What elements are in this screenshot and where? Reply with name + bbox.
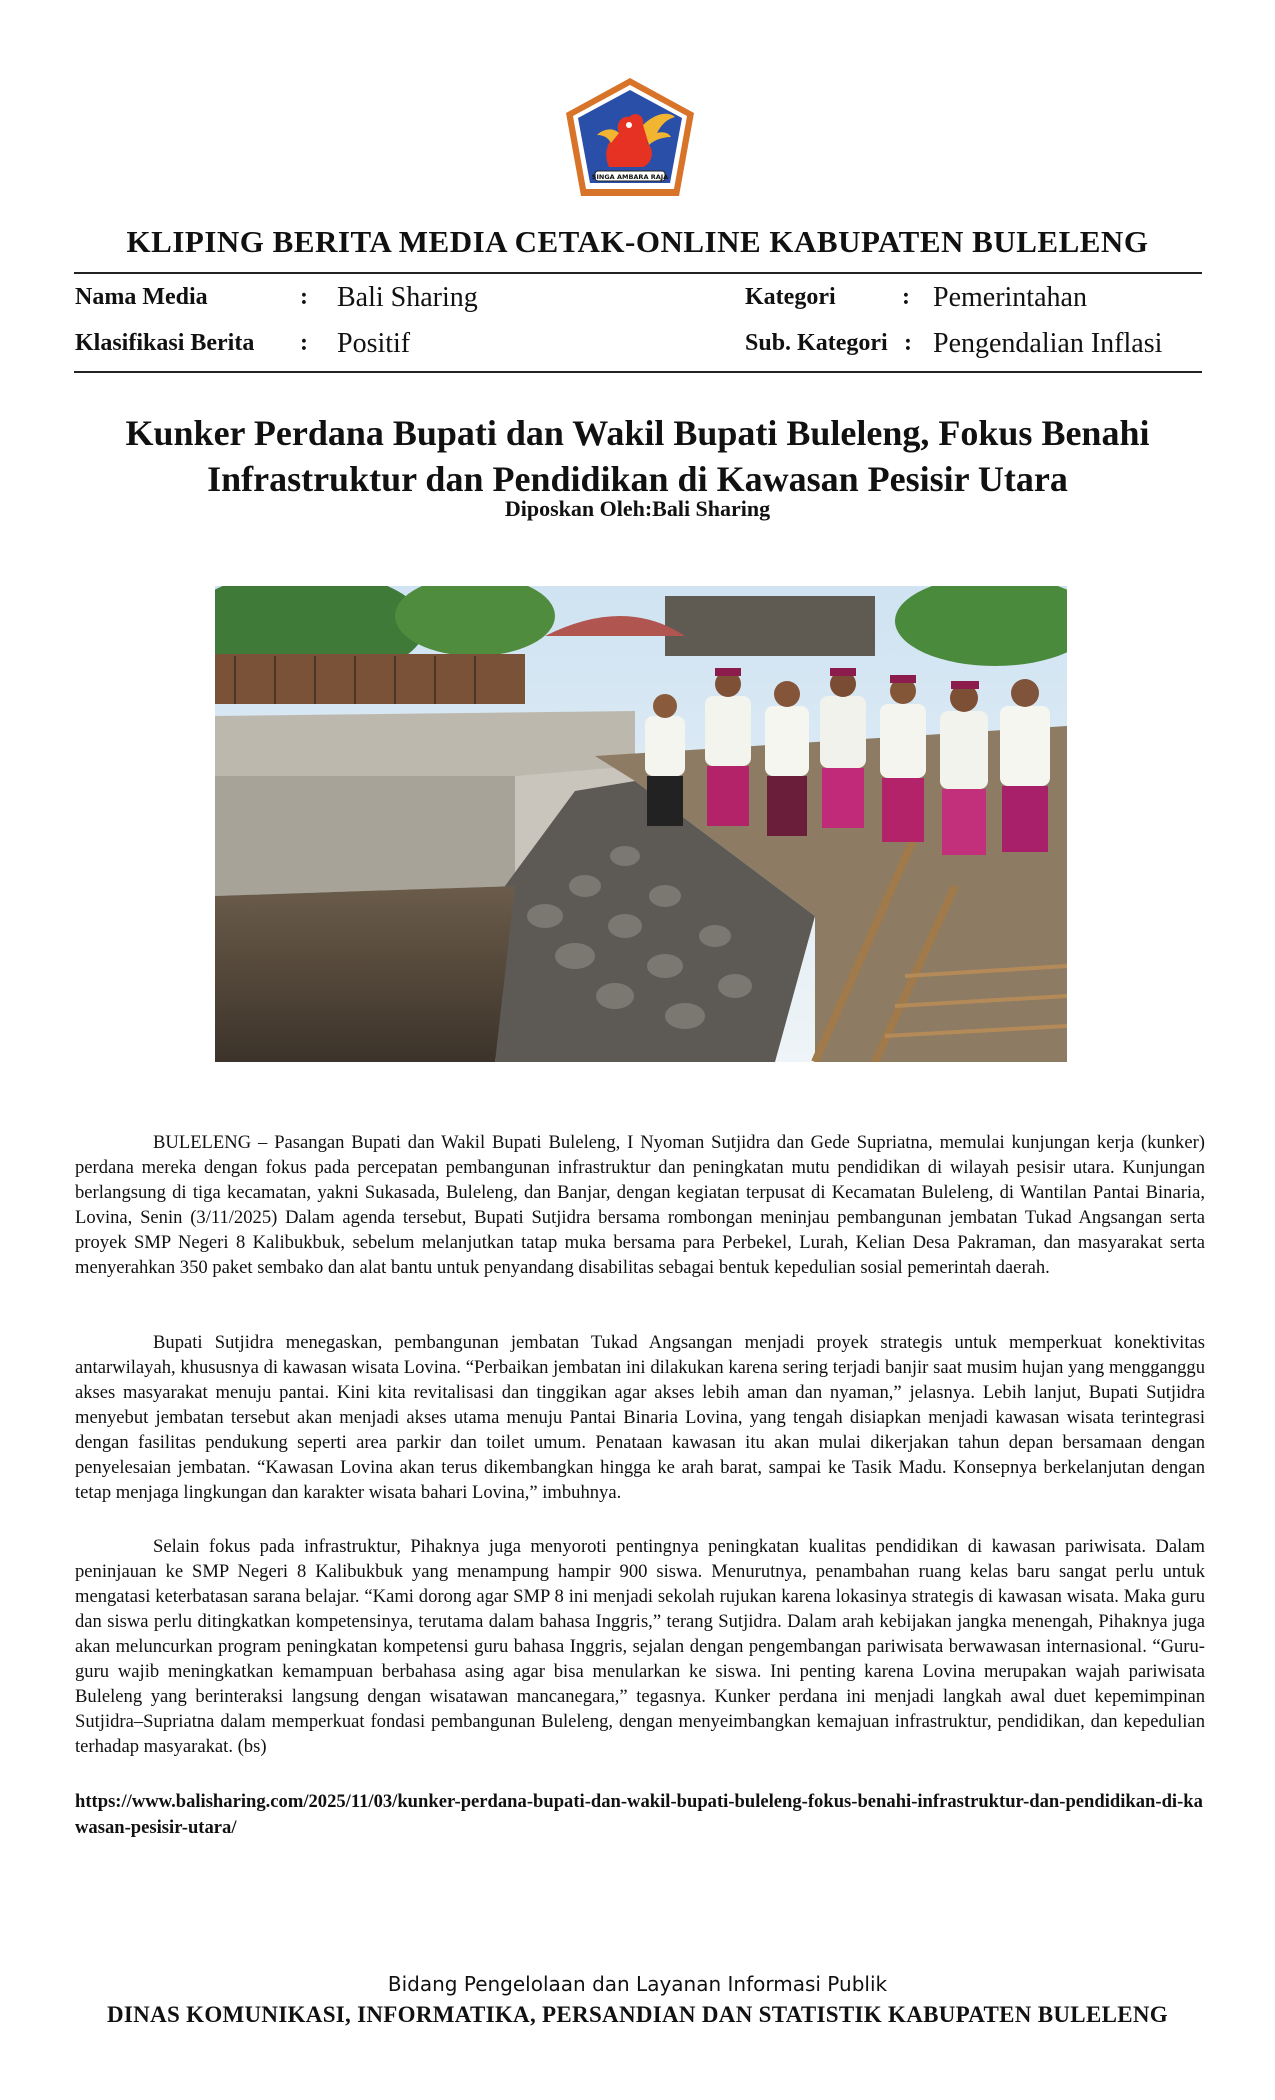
bridge-inspection-photo-image (215, 586, 1067, 1062)
article-byline: Diposkan Oleh:Bali Sharing (504, 496, 771, 521)
emblem-motto: SINGA AMBARA RAJA (591, 173, 669, 181)
article-headline: Kunker Perdana Bupati dan Wakil Bupati Buleleng, Fokus Benahi Infrastruktur dan Pendidikan di Kawasan Pesisir Utara (125, 413, 1150, 499)
classification-colon: : (300, 330, 308, 356)
subcategory-value: Pengendalian Inflasi (933, 328, 1163, 359)
header-divider-bottom (74, 371, 1202, 373)
classification-value: Positif (337, 328, 411, 359)
article-source-url: https://www.balisharing.com/2025/11/03/kunker-perdana-bupati-dan-wakil-bupati-buleleng-fokus-benahi-infrastruktur-dan-pendidikan-di-kawasan-pesisir-utara/ (75, 1791, 1203, 1838)
clipping-header-title: KLIPING BERITA MEDIA CETAK-ONLINE KABUPATEN BULELENG (126, 224, 1149, 259)
media-name-label: Nama Media (75, 284, 208, 310)
article-paragraph: Selain fokus pada infrastruktur, Pihaknya juga menyoroti pentingnya peningkatan kualitas pendidikan di kawasan pariwisata. Dalam peninjauan ke SMP Negeri 8 Kalibukbuk yang menampung hampir 900 siswa. Menurutnya, penambahan ruang kelas baru sangat perlu untuk mengatasi keterbatasan sarana belajar. “Kami dorong agar SMP 8 ini menjadi sekolah rujukan karena lokasinya strategis di kawasan wisata. Maka guru dan siswa perlu ditingkatkan kompetensinya, terutama dalam bahasa Inggris,” terang Sutjidra. Dalam arah kebijakan jangka menengah, Pihaknya juga akan meluncurkan program peningkatan kompetensi guru bahasa Inggris, sejalan dengan pengembangan pariwisata berwawasan internasional. “Guru-guru wajib meningkatkan kemampuan berbahasa asing agar bisa menularkan ke siswa. Ini penting karena Lovina merupakan wajah pariwisata Buleleng yang berinteraksi langsung dengan wisatawan mancanegara,” tegasnya. Kunker perdana ini menjadi langkah awal duet kepemimpinan Sutjidra–Supriatna dalam memperkuat fondasi pembangunan Buleleng, dengan menyeimbangkan kemajuan infrastruktur, pendidikan, dan kepedulian terhadap masyarakat. (bs) (75, 1536, 1205, 1757)
subcategory-label: Sub. Kategori (745, 330, 888, 356)
article-paragraph: Bupati Sutjidra menegaskan, pembangunan jembatan Tukad Angsangan menjadi proyek strategis untuk memperkuat konektivitas antarwilayah, khususnya di kawasan wisata Lovina. “Perbaikan jembatan ini dilakukan karena sering terjadi banjir saat musim hujan yang mengganggu akses masyarakat menuju pantai. Kini kita revitalisasi dan tinggikan agar akses lebih aman dan nyaman,” jelasnya. Lebih lanjut, Bupati Sutjidra menyebut jembatan tersebut akan menjadi akses utama menuju Pantai Binaria Lovina, yang tengah disiapkan menjadi kawasan wisata terintegrasi dengan fasilitas pendukung seperti area parkir dan toilet umum. Penataan kawasan itu akan mulai dikerjakan tahun depan bersamaan dengan penyelesaian jembatan. “Kawasan Lovina akan terus dikembangkan hingga ke arah barat, sampai ke Tasik Madu. Konsepnya berkelanjutan dengan tetap menjaga lingkungan dan karakter wisata bahari Lovina,” imbuhnya. (75, 1332, 1205, 1503)
category-label: Kategori (745, 284, 836, 310)
footer-agency-name: DINAS KOMUNIKASI, INFORMATIKA, PERSANDIAN DAN STATISTIK KABUPATEN BULELENG (107, 2002, 1168, 2027)
media-name-value: Bali Sharing (337, 282, 478, 313)
classification-label: Klasifikasi Berita (75, 330, 255, 356)
emblem-icon (563, 75, 697, 199)
media-name-colon: : (300, 284, 308, 310)
header-divider-top (74, 272, 1202, 274)
category-value: Pemerintahan (933, 282, 1087, 313)
article-photo (215, 586, 1067, 1062)
article-paragraph: BULELENG – Pasangan Bupati dan Wakil Bupati Buleleng, I Nyoman Sutjidra dan Gede Supriatna, memulai kunjungan kerja (kunker) perdana mereka dengan fokus pada percepatan pembangunan infrastruktur dan peningkatan mutu pendidikan di wilayah pesisir utara. Kunjungan berlangsung di tiga kecamatan, yakni Sukasada, Buleleng, dan Banjar, dengan kegiatan terpusat di Kecamatan Buleleng, di Wantilan Pantai Binaria, Lovina, Senin (3/11/2025) Dalam agenda tersebut, Bupati Sutjidra bersama rombongan meninjau pembangunan jembatan Tukad Angsangan serta proyek SMP Negeri 8 Kalibukbuk, sebelum melanjutkan tatap muka bersama para Perbekel, Lurah, Kelian Desa Pakraman, dan masyarakat serta menyerahkan 350 paket sembako dan alat bantu untuk penyandang disabilitas sebagai bentuk kepedulian sosial pemerintah daerah. (75, 1132, 1205, 1278)
footer-unit-name: Bidang Pengelolaan dan Layanan Informasi Publik (387, 1972, 888, 1996)
category-colon: : (902, 284, 910, 310)
subcategory-colon: : (904, 330, 912, 356)
regency-emblem-logo (563, 75, 697, 199)
